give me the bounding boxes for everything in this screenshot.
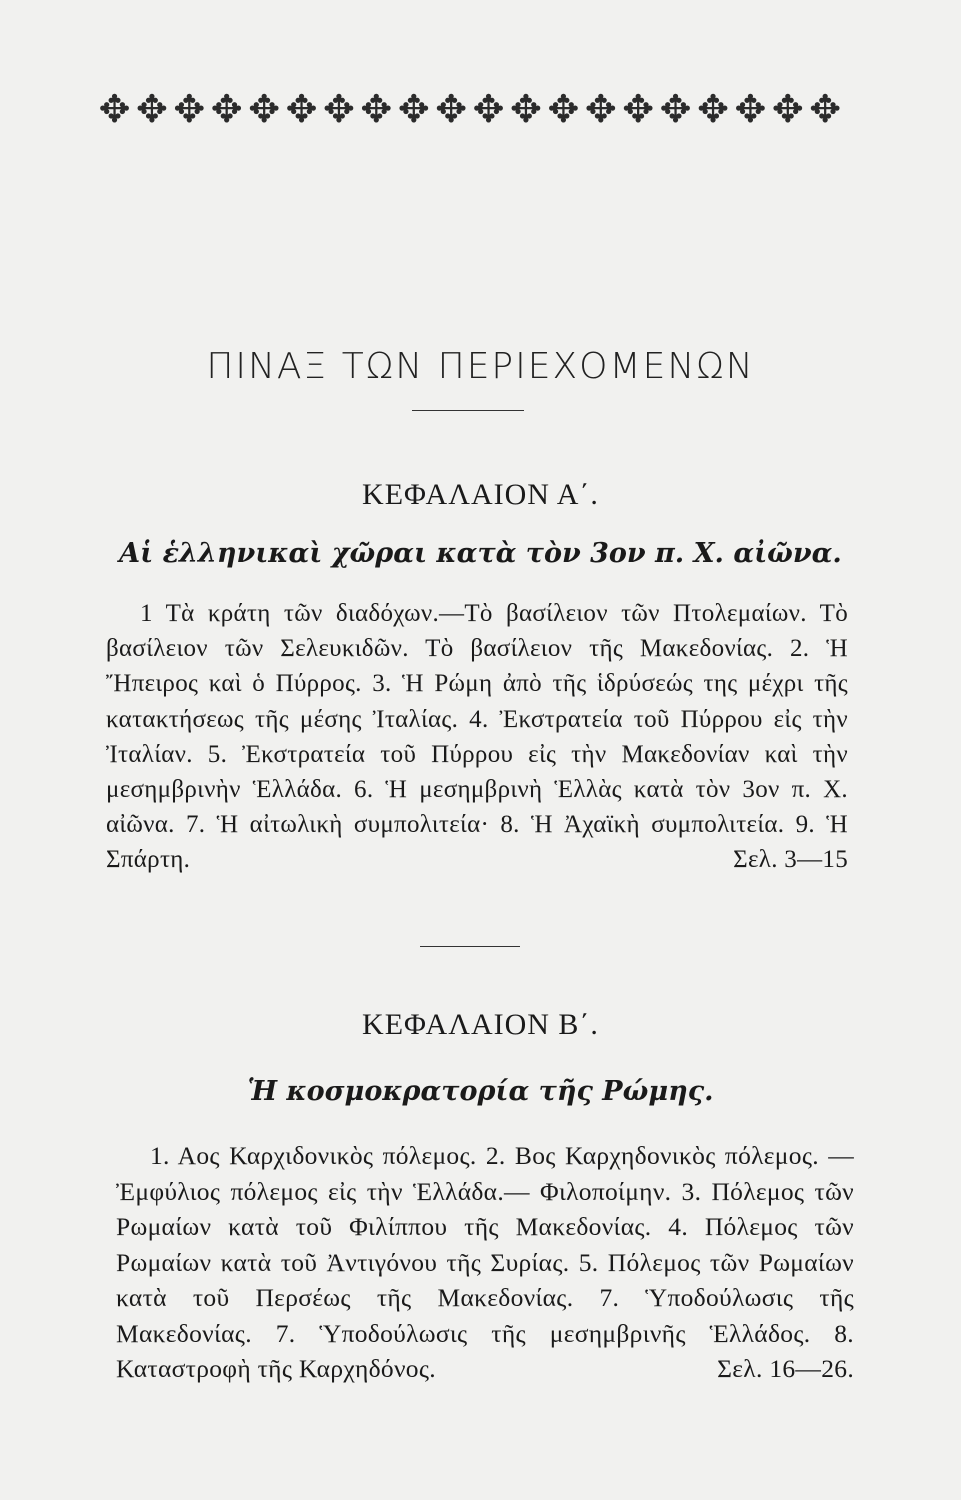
ornament-flower-icon: ✥ xyxy=(397,87,430,131)
chapter-divider xyxy=(420,946,520,947)
chapter-1-contents xyxy=(106,596,848,878)
chapter-1-heading: ΚΕΦΑΛΑΙΟΝ Α΄. xyxy=(362,478,599,511)
chapter-1-subtitle: Αἱ ἑλληνικαὶ χῶραι κατὰ τὸν 3ον π. Χ. αἰῶνα. xyxy=(119,538,842,569)
ornament-flower-icon: ✥ xyxy=(173,87,206,131)
ornament-flower-icon: ✥ xyxy=(809,87,842,131)
ornament-flower-icon: ✥ xyxy=(360,87,393,131)
chapter-2-heading: ΚΕΦΑΛΑΙΟΝ Β΄. xyxy=(362,1008,599,1041)
ornament-flower-icon: ✥ xyxy=(510,87,542,131)
ornament-flower-icon: ✥ xyxy=(472,87,505,131)
chapter-2-pages: Σελ. 16—26. xyxy=(717,1354,854,1383)
ornament-flower-icon: ✥ xyxy=(734,87,767,131)
ornament-flower-icon: ✥ xyxy=(210,87,243,131)
chapter-2-contents xyxy=(116,1138,854,1387)
chapter-2-text: 1. Αος Καρχιδονικὸς πόλεμος. 2. Βος Καρχηδονικὸς πόλεμος. —Ἐμφύλιος πόλεμος εἰς τὴν Ἑλλάδα.— Φιλοποίμην. 3. Πόλεμος τῶν Ρωμαίων κατὰ τοῦ Φιλίππου τῆς Μακεδονίας. 4. Πόλεμος τῶν Ρωμαίων κατὰ τοῦ Ἀντιγόνου τῆς Συρίας. 5. Πόλεμος τῶν Ρωμαίων κατὰ τοῦ Περσέως τῆς Μακεδονίας. 7. Ὑποδούλωσις τῆς Μακεδονίας. 7. Ὑποδούλωσις τῆς μεσημβρινῆς Ἑλλάδος. 8. Καταστροφὴ τῆς Καρχηδόνος. xyxy=(116,1141,854,1383)
title-divider xyxy=(412,410,524,411)
ornament-flower-icon: ✥ xyxy=(135,87,168,131)
ornament-flower-icon: ✥ xyxy=(248,87,281,131)
ornament-flower-icon: ✥ xyxy=(547,87,580,131)
chapter-1-text: 1 Τὰ κράτη τῶν διαδόχων.—Τὸ βασίλειον τῶν Πτολεμαίων. Τὸ βασίλειον τῶν Σελευκιδῶν. Τὸ βασίλειον τῆς Μακεδονίας. 2. Ἡ Ἤπειρος καὶ ὁ Πύρρος. 3. Ἡ Ρώμη ἀπὸ τῆς ἱδρύσεώς της μέχρι τῆς κατακτήσεως τῆς μέσης Ἰταλίας. 4. Ἐκστρατεία τοῦ Πύρρου εἰς τὴν Ἰταλίαν. 5. Ἐκστρατεία τοῦ Πύρρου εἰς τὴν Μακεδονίαν καὶ τὴν μεσημβρινὴν Ἑλλάδα. 6. Ἡ μεσημβρινὴ Ἑλλὰς κατὰ τὸν 3ον π. Χ. αἰῶνα. 7. Ἡ αἰτωλικὴ συμπολιτεία· 8. Ἡ Ἀχαϊκὴ συμπολιτεία. 9. Ἡ Σπάρτη. xyxy=(106,600,848,874)
ornament-flower-icon: ✥ xyxy=(435,87,468,131)
ornament-flower-icon: ✥ xyxy=(323,87,355,131)
page-title: ΠΙΝΑΞ ΤΩΝ ΠΕΡΙΕΧΟΜΕΝΩΝ xyxy=(206,346,755,387)
ornament-flower-icon: ✥ xyxy=(771,87,804,131)
ornament-flower-icon: ✥ xyxy=(697,87,729,131)
ornament-flower-icon: ✥ xyxy=(285,87,318,131)
ornament-flower-icon: ✥ xyxy=(584,87,617,131)
chapter-2-subtitle: Ἡ κοσμοκρατορία τῆς Ρώμης. xyxy=(247,1076,714,1107)
chapter-1-pages: Σελ. 3—15 xyxy=(733,846,848,874)
ornament-flower-icon: ✥ xyxy=(659,87,692,131)
ornament-flower-icon: ✥ xyxy=(622,87,655,131)
ornament-border xyxy=(96,86,844,132)
ornament-flower-icon: ✥ xyxy=(98,87,131,131)
